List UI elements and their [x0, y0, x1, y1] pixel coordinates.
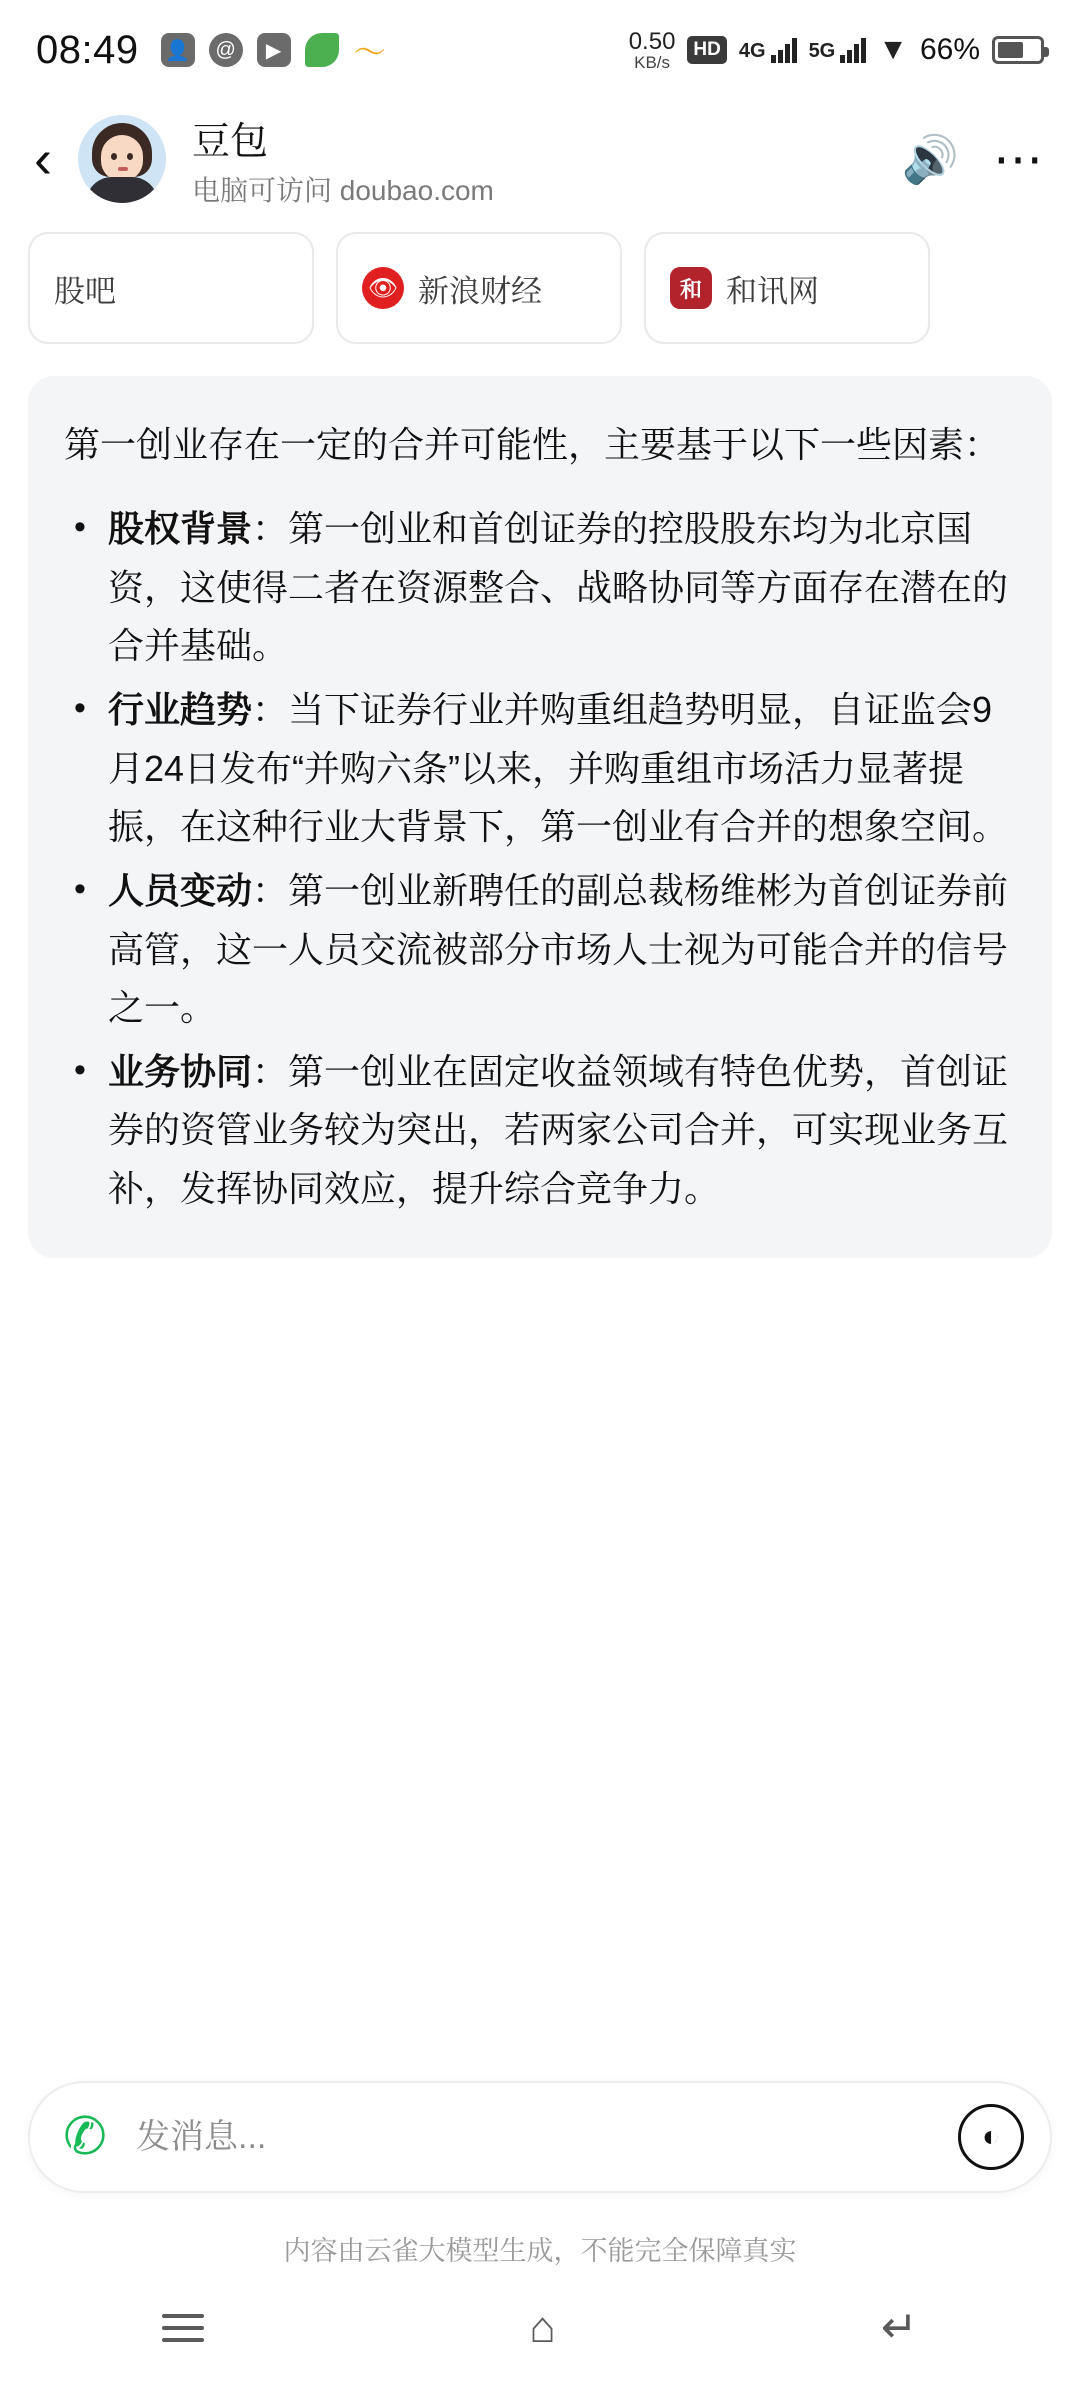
source-card-row[interactable] [28, 232, 1052, 344]
list-item [64, 681, 1016, 856]
message-input[interactable] [136, 2118, 936, 2157]
signal-5g-label: 5G [808, 40, 836, 62]
chat-area [0, 218, 1080, 2065]
at-icon: @ [209, 33, 243, 67]
signal-4g-label: 4G [738, 40, 766, 62]
network-speed [628, 27, 676, 72]
network-speed-value: 0.50 [628, 27, 676, 55]
system-nav-bar [0, 2268, 1080, 2388]
sina-icon: 👁 [362, 267, 404, 309]
hd-badge: HD [687, 36, 726, 64]
point-text: ：第一创业和首创证券的控股股东均为北京国资，这使得二者在资源整合、战略协同等方面存在潜在的合并基础。 [108, 508, 1009, 666]
network-speed-unit: KB/s [634, 52, 671, 72]
signal-4g [739, 37, 797, 63]
composer-bar[interactable] [28, 2081, 1052, 2193]
point-text: ：当下证券行业并购重组趋势明显，自证监会9月24日发布“并购六条”以来，并购重组市场活力显著提振，在这种行业大背景下，第一创业有合并的想象空间。 [108, 689, 1009, 847]
avatar[interactable] [78, 115, 166, 203]
status-notification-icons [161, 33, 387, 70]
source-label: 新浪财经 [418, 273, 542, 309]
point-title: 人员变动 [108, 870, 253, 912]
signal-5g [809, 37, 867, 63]
recents-icon[interactable] [162, 2314, 204, 2342]
source-label: 股吧 [54, 273, 116, 309]
more-options-icon[interactable]: ⋯ [993, 131, 1046, 187]
assistant-message-bubble [28, 376, 1052, 1258]
point-text: ：第一创业在固定收益领域有特色优势，首创证券的资管业务较为突出，若两家公司合并，可实现业务互补，发挥协同效应，提升综合竞争力。 [108, 1051, 1009, 1209]
list-item [64, 862, 1016, 1037]
point-title: 业务协同 [108, 1051, 253, 1093]
battery-icon [992, 36, 1044, 64]
back-chevron-icon[interactable]: ‹ [34, 129, 52, 189]
person-icon: 👤 [161, 33, 195, 67]
home-icon[interactable]: ⌂ [529, 2303, 556, 2352]
leaf-icon [305, 33, 339, 67]
point-text: ：第一创业新聘任的副总裁杨维彬为首创证券前高管，这一人员交流被部分市场人士视为可能合并的信号之一。 [108, 870, 1009, 1028]
list-item [64, 1043, 1016, 1218]
speaker-icon[interactable]: 🔊 [901, 133, 959, 185]
source-label: 和讯网 [726, 273, 819, 309]
phone-call-icon[interactable]: ✆ [63, 2108, 107, 2166]
message-point-list [64, 500, 1016, 1218]
back-icon[interactable]: ↵ [880, 2303, 918, 2352]
source-card-sina[interactable] [336, 232, 622, 344]
message-intro: 第一创业存在一定的合并可能性，主要基于以下一些因素： [64, 424, 1001, 465]
status-right-cluster [628, 27, 1044, 72]
point-title: 行业趋势 [108, 689, 253, 731]
point-title: 股权背景 [108, 508, 253, 550]
disclaimer-text: 内容由云雀大模型生成，不能完全保障真实 [283, 2236, 797, 2266]
app-bar [0, 100, 1080, 218]
signal-4g-bars [771, 37, 797, 63]
status-time: 08:49 [36, 27, 139, 72]
wifi-icon: ▼ [878, 33, 908, 66]
battery-percent: 66% [919, 33, 980, 66]
list-item [64, 500, 1016, 675]
status-bar [0, 0, 1080, 100]
signal-5g-bars [840, 37, 866, 63]
composer-area [0, 2065, 1080, 2268]
app-bar-actions [901, 131, 1046, 187]
source-card-hexun[interactable] [644, 232, 930, 344]
play-icon: ▶ [257, 33, 291, 67]
contact-subtitle: 电脑可访问 doubao.com [191, 174, 494, 206]
contact-titles [192, 110, 494, 209]
wave-icon: 〜 [353, 34, 386, 70]
contact-name: 豆包 [191, 120, 268, 163]
hexun-icon: 和 [670, 267, 712, 309]
voice-input-icon[interactable]: ◐ [958, 2104, 1024, 2170]
source-card-guba[interactable] [28, 232, 314, 344]
